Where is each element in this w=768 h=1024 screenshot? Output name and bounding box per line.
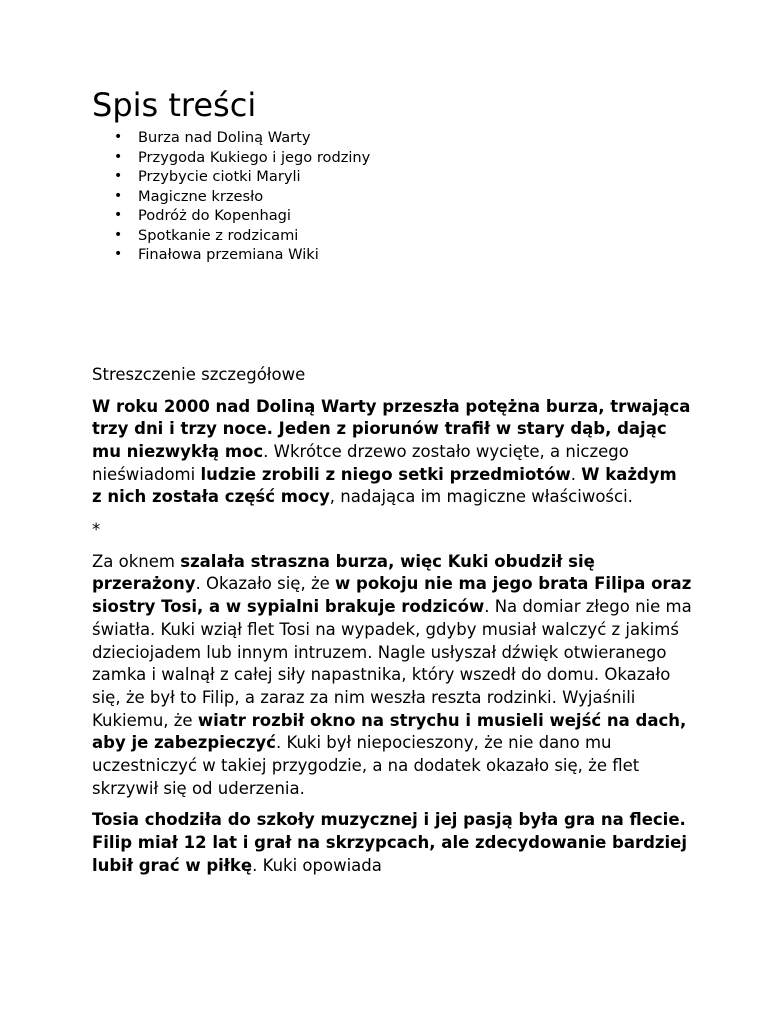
text-run: . Okazało się, że (195, 574, 336, 594)
text-run: . Kuki był niepocieszony, że nie dano mu uczestniczyć w takiej przygodzie, a na dodatek okazało się, że flet skrzywił się od uderzenia. (92, 733, 640, 798)
toc-item-label: Burza nad Doliną Warty (138, 129, 311, 146)
toc-item[interactable] (92, 206, 692, 226)
text-run: w pokoju nie ma jego brata Filipa oraz siostry Tosi, a w sypialni brakuje rodziców (92, 574, 692, 617)
toc-list (92, 128, 692, 265)
bullet-icon: • (114, 187, 123, 204)
bullet-icon: • (114, 168, 123, 184)
text-run: . Na domiar złego nie ma światła. Kuki wziął flet Tosi na wypadek, gdyby musiał walczyć z jakimś dzieciojadem lub innym intruzem. Nagle usłyszał dźwięk otwieranego zamka i walnął z całej siły napastnika, który wszedł do domu. Okazało się, że był to Filip, a zaraz za nim weszła reszta rodzinki. Wyjaśnili Kukiemu, że (92, 597, 692, 730)
document-page (92, 84, 692, 878)
text-run: ludzie zrobili z niego setki przedmiotów (200, 464, 571, 484)
bullet-icon: • (114, 148, 123, 165)
bullet-icon: • (114, 246, 123, 262)
toc-title: Spis treści (92, 86, 257, 124)
bullet-icon: • (114, 226, 123, 243)
summary-paragraph (92, 396, 692, 510)
toc-item[interactable] (92, 167, 692, 187)
toc-item[interactable] (92, 226, 692, 246)
section-separator: * (92, 520, 101, 540)
toc-item-label: Przygoda Kukiego i jego rodziny (138, 148, 371, 166)
text-run: Za oknem (92, 551, 181, 571)
toc-item[interactable] (92, 128, 692, 148)
summary-heading: Streszczenie szczegółowe (92, 364, 306, 384)
toc-item[interactable] (92, 245, 692, 265)
summary-paragraph (92, 551, 692, 801)
toc-item-label: Magiczne krzesło (138, 187, 264, 205)
text-run: W każdym z nich została część mocy (92, 464, 677, 507)
text-run: . Kuki opowiada (252, 855, 382, 875)
bullet-icon: • (114, 129, 123, 145)
toc-item-label: Podróż do Kopenhagi (138, 207, 291, 224)
text-run: W roku 2000 nad Doliną Warty przeszła potężna burza, trwająca trzy dni i trzy noce. Jeden z piorunów trafił w stary dąb, dając mu niezwykłą moc (92, 396, 691, 461)
toc-item-label: Finałowa przemiana Wiki (138, 246, 319, 263)
summary-paragraph (92, 809, 692, 877)
text-run: Tosia chodziła do szkoły muzycznej i jej pasją była gra na flecie. Filip miał 12 lat i grał na skrzypcach, ale zdecydowanie bardziej lubił grać w piłkę (92, 810, 688, 875)
toc-item[interactable] (92, 148, 692, 168)
toc-item[interactable] (92, 187, 692, 207)
text-run: . (570, 464, 582, 484)
text-run: wiatr rozbił okno na strychu i musieli wejść na dach, aby je zabezpieczyć (92, 710, 687, 753)
text-run: . Wkrótce drzewo zostało wycięte, a niczego nieświadomi (92, 441, 629, 484)
toc-item-label: Spotkanie z rodzicami (138, 226, 299, 244)
text-run: , nadająca im magiczne właściwości. (329, 487, 633, 507)
text-run: szalała straszna burza, więc Kuki obudził się przerażony (92, 551, 595, 594)
bullet-icon: • (114, 207, 123, 223)
toc-item-label: Przybycie ciotki Maryli (138, 168, 301, 185)
